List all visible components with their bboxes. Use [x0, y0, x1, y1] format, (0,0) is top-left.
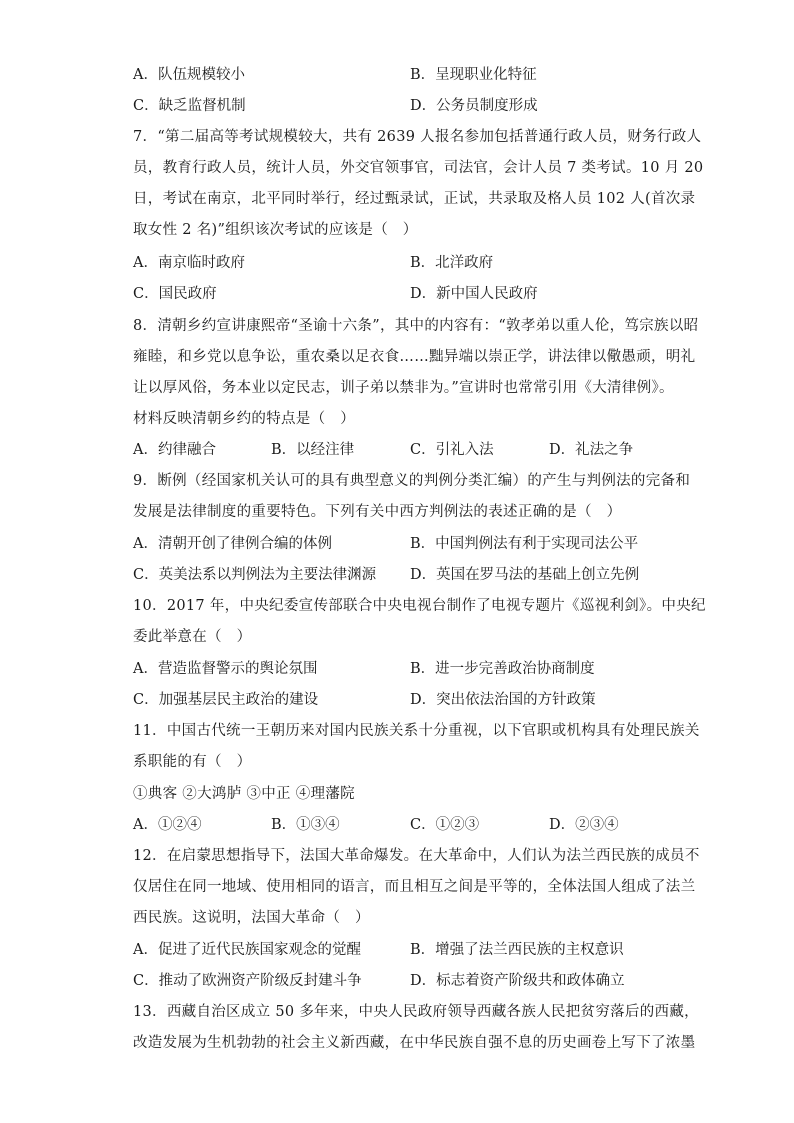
q10-option-d[interactable]: D．突出依法治国的方针政策	[410, 692, 596, 708]
q8-stem-line-1: 8．清朝乡约宣讲康熙帝“圣谕十六条”，其中的内容有：“敦孝弟以重人伦，笃宗族以昭	[133, 318, 699, 334]
q6-option-b[interactable]: B．呈现职业化特征	[410, 67, 537, 83]
q9-options-row-2	[133, 564, 663, 586]
q11-option-d[interactable]: D．②③④	[549, 817, 619, 833]
q7-options-row-1	[133, 252, 663, 274]
q7-option-d[interactable]: D．新中国人民政府	[410, 286, 538, 302]
q12-options-row-1	[133, 939, 663, 961]
q8-option-a[interactable]: A．约律融合	[133, 442, 216, 458]
q7-stem-line-2: 员，教育行政人员，统计人员，外交官领事官，司法官，会计人员 7 类考试。10 月 20	[133, 160, 704, 176]
q10-options-row-1	[133, 658, 663, 680]
q11-choice-items: ①典客 ②大鸿胪 ③中正 ④理藩院	[133, 786, 355, 802]
q7-option-b[interactable]: B．北洋政府	[410, 255, 494, 271]
q9-stem-line-2: 发展是法律制度的重要特色。下列有关中西方判例法的表述正确的是（ ）	[133, 504, 622, 520]
q9-option-a[interactable]: A．清朝开创了律例合编的体例	[133, 536, 332, 552]
q8-stem-line-3: 让以厚风俗，务本业以定民志，训子弟以禁非为。”宣讲时也常常引用《大清律例》。	[133, 380, 674, 396]
q13-stem-line-1: 13．西藏自治区成立 50 多年来，中央人民政府领导西藏各族人民把贫穷落后的西藏，	[133, 1004, 699, 1020]
q8-stem-line-2: 雍睦，和乡党以息争讼，重农桑以足衣食……黜异端以崇正学，讲法律以儆愚顽，明礼	[133, 349, 696, 365]
q10-stem-line-2: 委此举意在（ ）	[133, 629, 252, 645]
q9-option-c[interactable]: C．英美法系以判例法为主要法律渊源	[133, 567, 377, 583]
q10-option-a[interactable]: A．营造监督警示的舆论氛围	[133, 661, 318, 677]
q8-stem-line-4: 材料反映清朝乡约的特点是（ ）	[133, 411, 355, 427]
q11-option-c[interactable]: C．①②③	[410, 817, 480, 833]
q8-option-c[interactable]: C．引礼入法	[410, 442, 494, 458]
q7-stem-line-1: 7．“第二届高等考试规模较大，共有 2639 人报名参加包括普通行政人员，财务行政人	[133, 129, 702, 145]
q11-option-a[interactable]: A．①②④	[133, 817, 202, 833]
q9-options-row-1	[133, 533, 663, 555]
q7-stem-line-3: 日，考试在南京，北平同时举行，经过甄录试，正试，共录取及格人员 102 人(首次录	[133, 191, 696, 207]
q6-option-c[interactable]: C．缺乏监督机制	[133, 98, 246, 114]
q7-options-row-2	[133, 283, 663, 305]
q7-option-c[interactable]: C．国民政府	[133, 286, 217, 302]
q10-option-b[interactable]: B．进一步完善政治协商制度	[410, 661, 595, 677]
q11-option-b[interactable]: B．①③④	[271, 817, 340, 833]
q11-stem-line-2: 系职能的有（ ）	[133, 754, 252, 770]
q12-stem-line-2: 仅居住在同一地域、使用相同的语言，而且相互之间是平等的，全体法国人组成了法兰	[133, 879, 696, 895]
q6-option-a[interactable]: A．队伍规模较小	[133, 67, 245, 83]
q12-option-c[interactable]: C．推动了欧洲资产阶级反封建斗争	[133, 973, 362, 989]
q8-options-row	[133, 439, 663, 461]
q9-option-d[interactable]: D．英国在罗马法的基础上创立先例	[410, 567, 640, 583]
q6-options-row-1	[133, 64, 663, 86]
q7-option-a[interactable]: A．南京临时政府	[133, 255, 245, 271]
q9-option-b[interactable]: B．中国判例法有利于实现司法公平	[410, 536, 639, 552]
q12-stem-line-1: 12．在启蒙思想指导下，法国大革命爆发。在大革命中，人们认为法兰西民族的成员不	[133, 848, 700, 864]
q11-stem-line-1: 11．中国古代统一王朝历来对国内民族关系十分重视，以下官职或机构具有处理民族关	[133, 723, 700, 739]
q12-option-a[interactable]: A．促进了近代民族国家观念的觉醒	[133, 942, 361, 958]
q8-option-d[interactable]: D．礼法之争	[549, 442, 634, 458]
q7-stem-line-4: 取女性 2 名)”组织该次考试的应该是（ ）	[133, 222, 418, 238]
q12-stem-line-3: 西民族。这说明，法国大革命（ ）	[133, 910, 370, 926]
q9-stem-line-1: 9．断例（经国家机关认可的具有典型意义的判例分类汇编）的产生与判例法的完备和	[133, 473, 691, 489]
q13-stem-line-2: 改造发展为生机勃勃的社会主义新西藏，在中华民族自强不息的历史画卷上写下了浓墨	[133, 1035, 696, 1051]
q6-option-d[interactable]: D．公务员制度形成	[410, 98, 538, 114]
q10-option-c[interactable]: C．加强基层民主政治的建设	[133, 692, 319, 708]
q6-options-row-2	[133, 95, 663, 117]
q8-option-b[interactable]: B．以经注律	[271, 442, 355, 458]
q10-options-row-2	[133, 689, 663, 711]
q12-option-b[interactable]: B．增强了法兰西民族的主权意识	[410, 942, 624, 958]
q11-options-row	[133, 814, 663, 836]
q12-options-row-2	[133, 970, 663, 992]
q12-option-d[interactable]: D．标志着资产阶级共和政体确立	[410, 973, 625, 989]
q10-stem-line-1: 10．2017 年，中央纪委宣传部联合中央电视台制作了电视专题片《巡视利剑》。中央纪	[133, 598, 706, 614]
